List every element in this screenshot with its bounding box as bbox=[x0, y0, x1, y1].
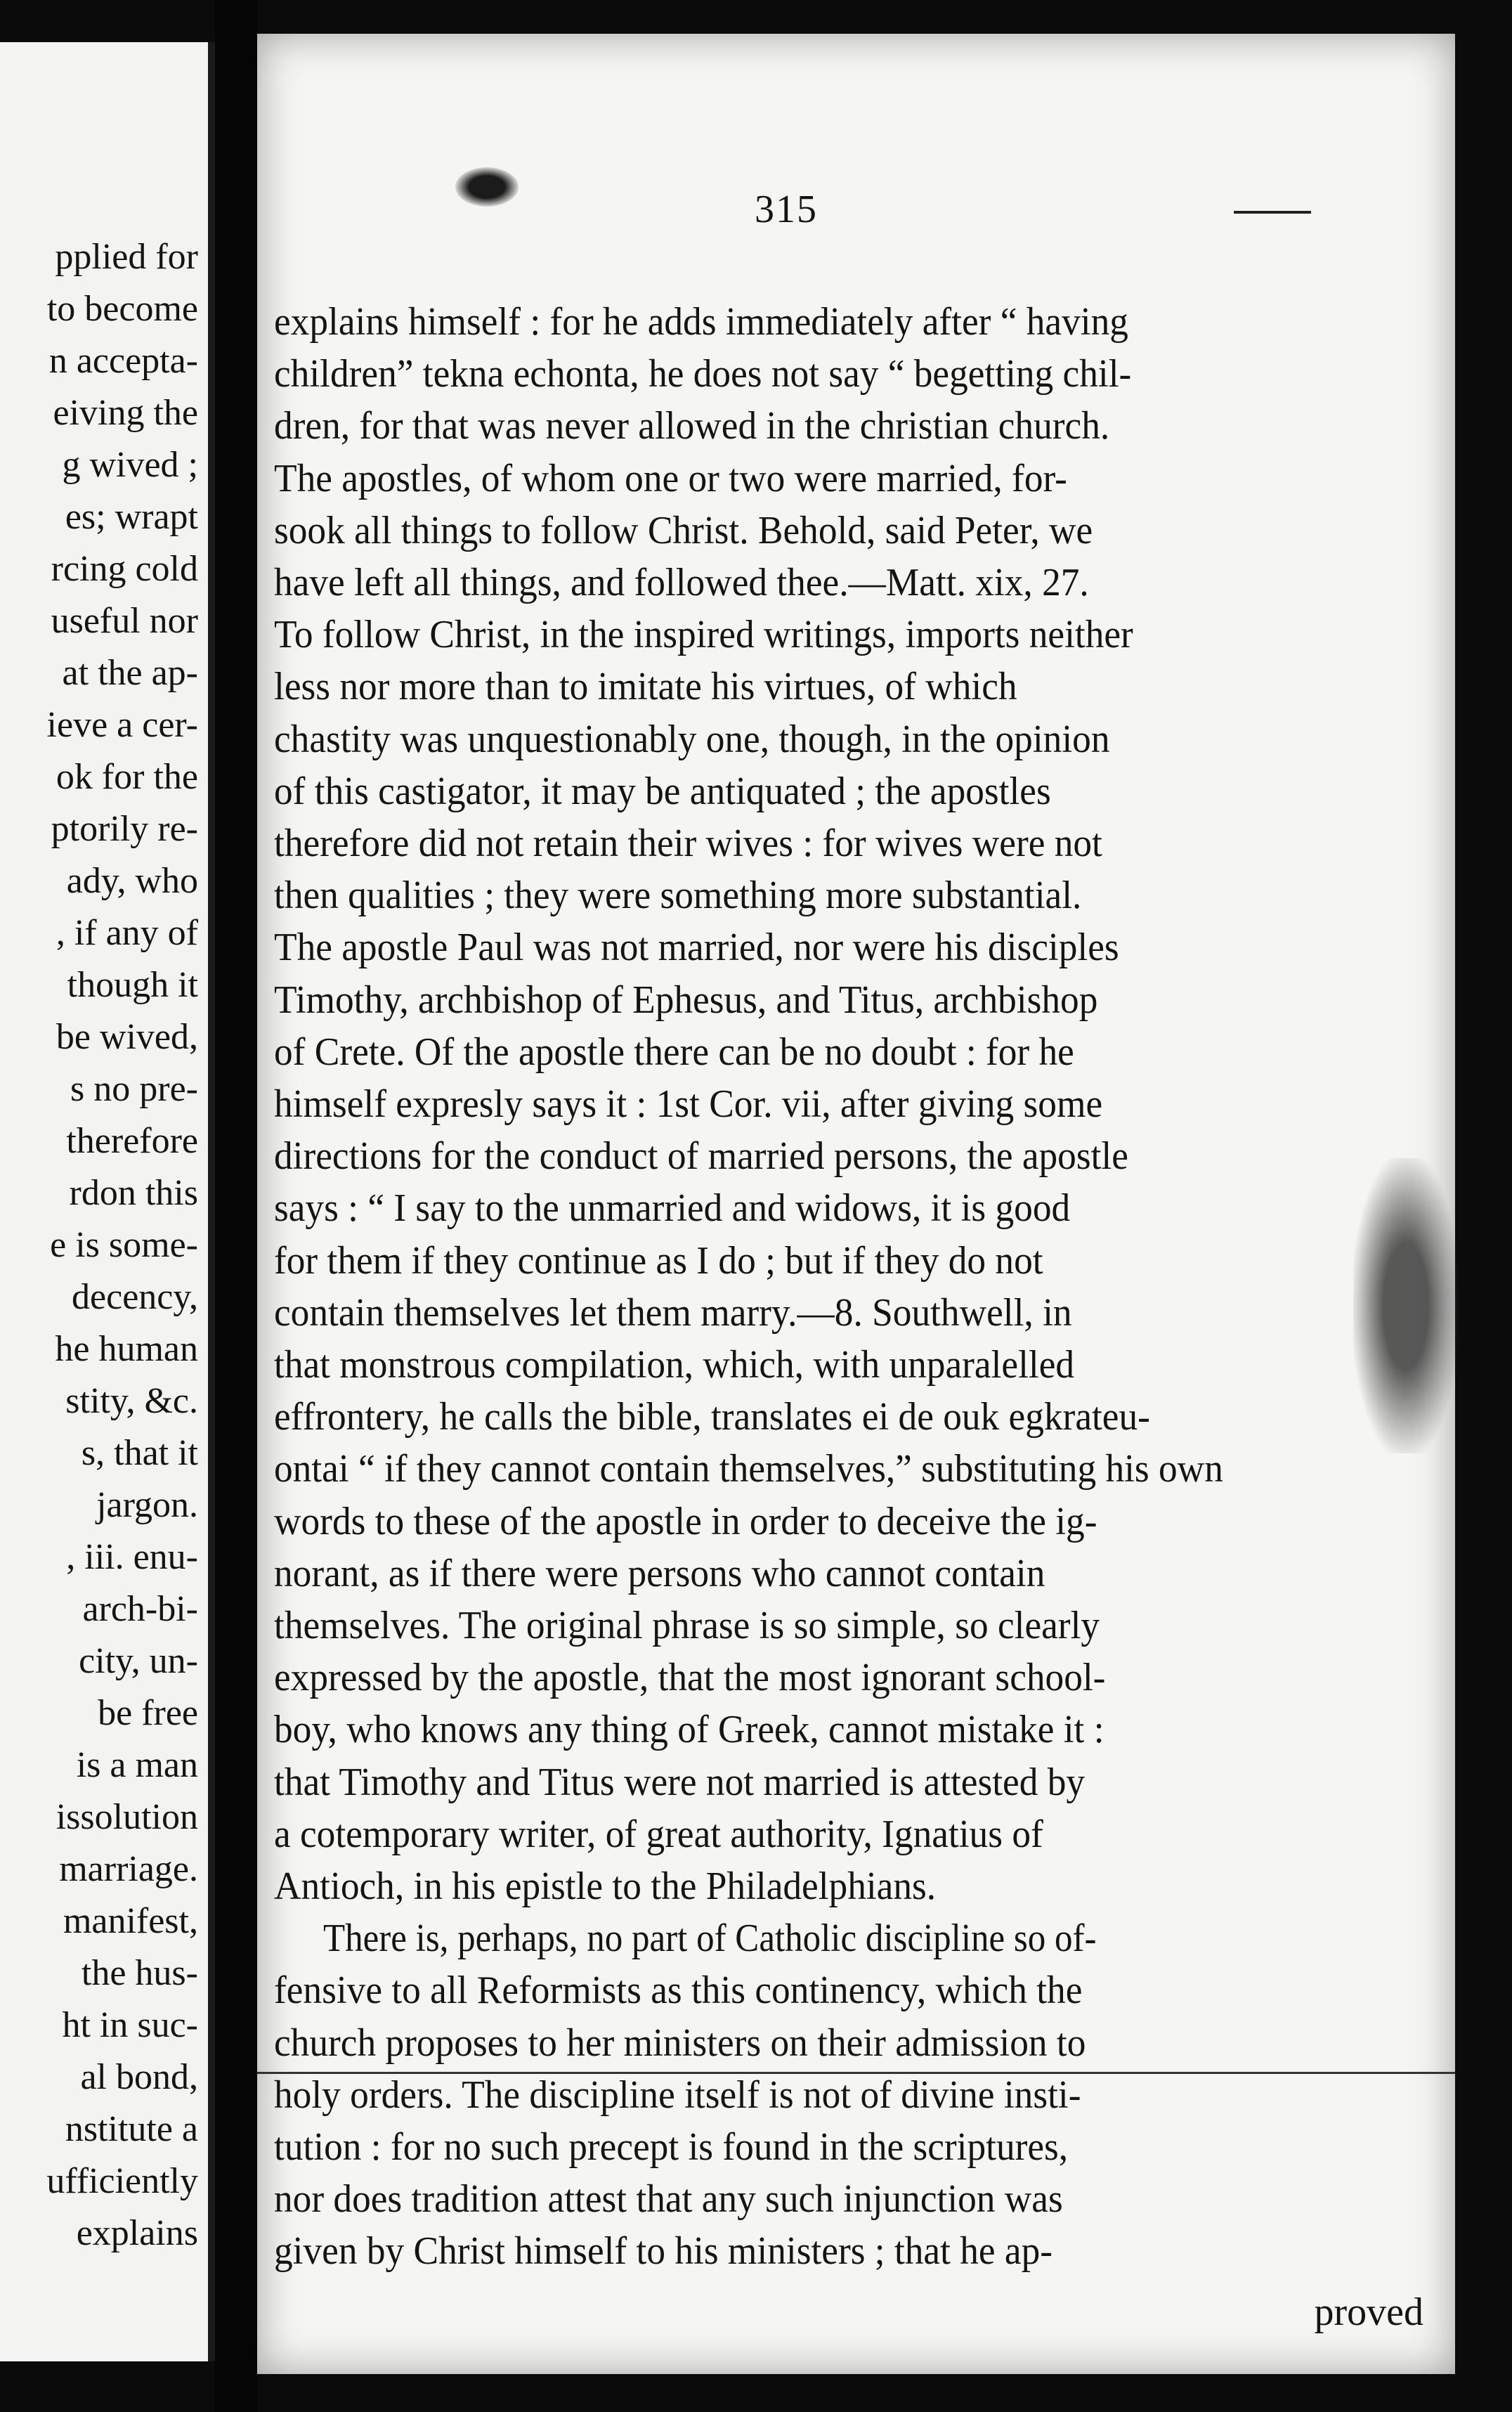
text-line: holy orders. The discipline itself is not of divine insti- bbox=[274, 2073, 1081, 2117]
text-line: Antioch, in his epistle to the Philadelphians. bbox=[274, 1865, 937, 1908]
left-page-line: marriage. bbox=[59, 1849, 198, 1889]
book-gutter bbox=[215, 0, 257, 2412]
left-page-line: ieve a cer- bbox=[46, 705, 198, 745]
text-line: effrontery, he calls the bible, translates ei de ouk egkrateu- bbox=[274, 1395, 1150, 1439]
ink-smudge bbox=[455, 167, 519, 207]
left-page-line: at the ap- bbox=[62, 653, 198, 693]
text-line: sook all things to follow Christ. Behold, said Peter, we bbox=[274, 508, 1093, 552]
text-line: nor does tradition attest that any such injunction was bbox=[274, 2177, 1063, 2222]
left-page-line: , iii. enu- bbox=[66, 1537, 198, 1577]
left-page-line: useful nor bbox=[51, 601, 198, 641]
text-line: that Timothy and Titus were not married is attested by bbox=[274, 1760, 1086, 1804]
left-page-line: nstitute a bbox=[65, 2109, 198, 2149]
text-line: boy, who knows any thing of Greek, cannot mistake it : bbox=[274, 1708, 1104, 1752]
left-page-line: decency, bbox=[72, 1277, 198, 1317]
text-line: norant, as if there were persons who cannot contain bbox=[274, 1551, 1045, 1595]
text-line: children” tekna echonta, he does not say “ begetting chil- bbox=[274, 352, 1132, 396]
left-page-line: e is some- bbox=[50, 1225, 198, 1265]
left-page-line: s no pre- bbox=[70, 1069, 198, 1109]
left-page-line: al bond, bbox=[80, 2057, 198, 2097]
text-line: of this castigator, it may be antiquated ; the apostles bbox=[274, 769, 1051, 813]
header-dash bbox=[1234, 211, 1311, 214]
left-page-line: issolution bbox=[56, 1797, 198, 1837]
text-line: that monstrous compilation, which, with unparalelled bbox=[274, 1343, 1075, 1387]
text-line: says : “ I say to the unmarried and widows, it is good bbox=[274, 1186, 1071, 1231]
text-line: themselves. The original phrase is so simple, so clearly bbox=[274, 1604, 1100, 1647]
text-line: tution : for no such precept is found in the scriptures, bbox=[274, 2125, 1069, 2169]
left-page-line: jargon. bbox=[96, 1485, 198, 1525]
text-line: There is, perhaps, no part of Catholic discipline so of- bbox=[323, 1917, 1097, 1961]
left-page-line: rcing cold bbox=[51, 549, 198, 589]
text-line: The apostle Paul was not married, nor were his disciples bbox=[274, 926, 1119, 970]
text-line: chastity was unquestionably one, though, in the opinion bbox=[274, 717, 1110, 761]
left-page-line: be wived, bbox=[56, 1017, 198, 1057]
left-page-fragment bbox=[0, 42, 215, 2361]
text-line: dren, for that was never allowed in the christian church. bbox=[274, 404, 1110, 448]
left-page-line: ady, who bbox=[66, 861, 198, 901]
left-page-line: explains bbox=[76, 2213, 198, 2253]
left-page-line: is a man bbox=[76, 1745, 198, 1785]
left-page-line: es; wrapt bbox=[65, 497, 198, 537]
text-line: therefore did not retain their wives : for wives were not bbox=[274, 822, 1102, 865]
left-page-line: therefore bbox=[66, 1121, 198, 1161]
text-line: for them if they continue as I do ; but if they do not bbox=[274, 1238, 1043, 1283]
left-page-line: rdon this bbox=[69, 1173, 198, 1213]
left-page-line: the hus- bbox=[81, 1953, 198, 1993]
left-page-line: eiving the bbox=[53, 393, 198, 433]
text-line: expressed by the apostle, that the most ignorant school- bbox=[274, 1656, 1106, 1700]
text-line: church proposes to her ministers on their admission to bbox=[274, 2021, 1086, 2065]
left-page-line: city, un- bbox=[79, 1641, 198, 1681]
left-page-line: ptorily re- bbox=[51, 809, 198, 849]
text-line: words to these of the apostle in order to deceive the ig- bbox=[274, 1499, 1097, 1543]
left-page-line: ufficiently bbox=[46, 2161, 198, 2201]
left-page-line: stity, &c. bbox=[65, 1381, 198, 1421]
text-line: given by Christ himself to his ministers ; that he ap- bbox=[274, 2229, 1053, 2274]
left-page-line: g wived ; bbox=[62, 445, 198, 485]
left-page-line: he human bbox=[55, 1329, 198, 1369]
left-page-line: s, that it bbox=[81, 1433, 198, 1473]
text-line: of Crete. Of the apostle there can be no doubt : for he bbox=[274, 1030, 1074, 1074]
left-page-line: ht in suc- bbox=[62, 2005, 198, 2045]
right-page bbox=[257, 34, 1455, 2374]
text-line: less nor more than to imitate his virtues, of which bbox=[274, 665, 1017, 709]
left-page-line: , if any of bbox=[56, 913, 198, 953]
left-page-line: pplied for bbox=[55, 237, 198, 277]
left-page-line: be free bbox=[98, 1693, 198, 1733]
page-number: 315 bbox=[755, 188, 818, 231]
text-line: then qualities ; they were something more substantial. bbox=[274, 874, 1082, 918]
left-page-line: ok for the bbox=[56, 757, 198, 797]
text-line: a cotemporary writer, of great authority, Ignatius of bbox=[274, 1812, 1043, 1856]
text-line: ontai “ if they cannot contain themselves,” substituting his own bbox=[274, 1447, 1223, 1491]
text-line: Timothy, archbishop of Ephesus, and Titus, archbishop bbox=[274, 978, 1098, 1022]
text-line: have left all things, and followed thee.—Matt. xix, 27. bbox=[274, 561, 1089, 604]
left-page-line: n accepta- bbox=[48, 341, 198, 381]
left-page-line: though it bbox=[67, 965, 198, 1005]
left-page-line: arch-bi- bbox=[82, 1589, 198, 1629]
text-line: fensive to all Reformists as this continency, which the bbox=[274, 1969, 1083, 2013]
text-line: The apostles, of whom one or two were married, for- bbox=[274, 456, 1067, 500]
left-page-line: to become bbox=[46, 289, 198, 329]
text-line: himself expresly says it : 1st Cor. vii, after giving some bbox=[274, 1082, 1103, 1126]
catchword: proved bbox=[1314, 2290, 1423, 2334]
text-line: directions for the conduct of married persons, the apostle bbox=[274, 1134, 1128, 1179]
left-page-line: manifest, bbox=[63, 1901, 198, 1941]
text-line: explains himself : for he adds immediately after “ having bbox=[274, 300, 1128, 344]
text-line: To follow Christ, in the inspired writings, imports neither bbox=[274, 613, 1133, 657]
text-line: contain themselves let them marry.—8. Southwell, in bbox=[274, 1290, 1072, 1335]
